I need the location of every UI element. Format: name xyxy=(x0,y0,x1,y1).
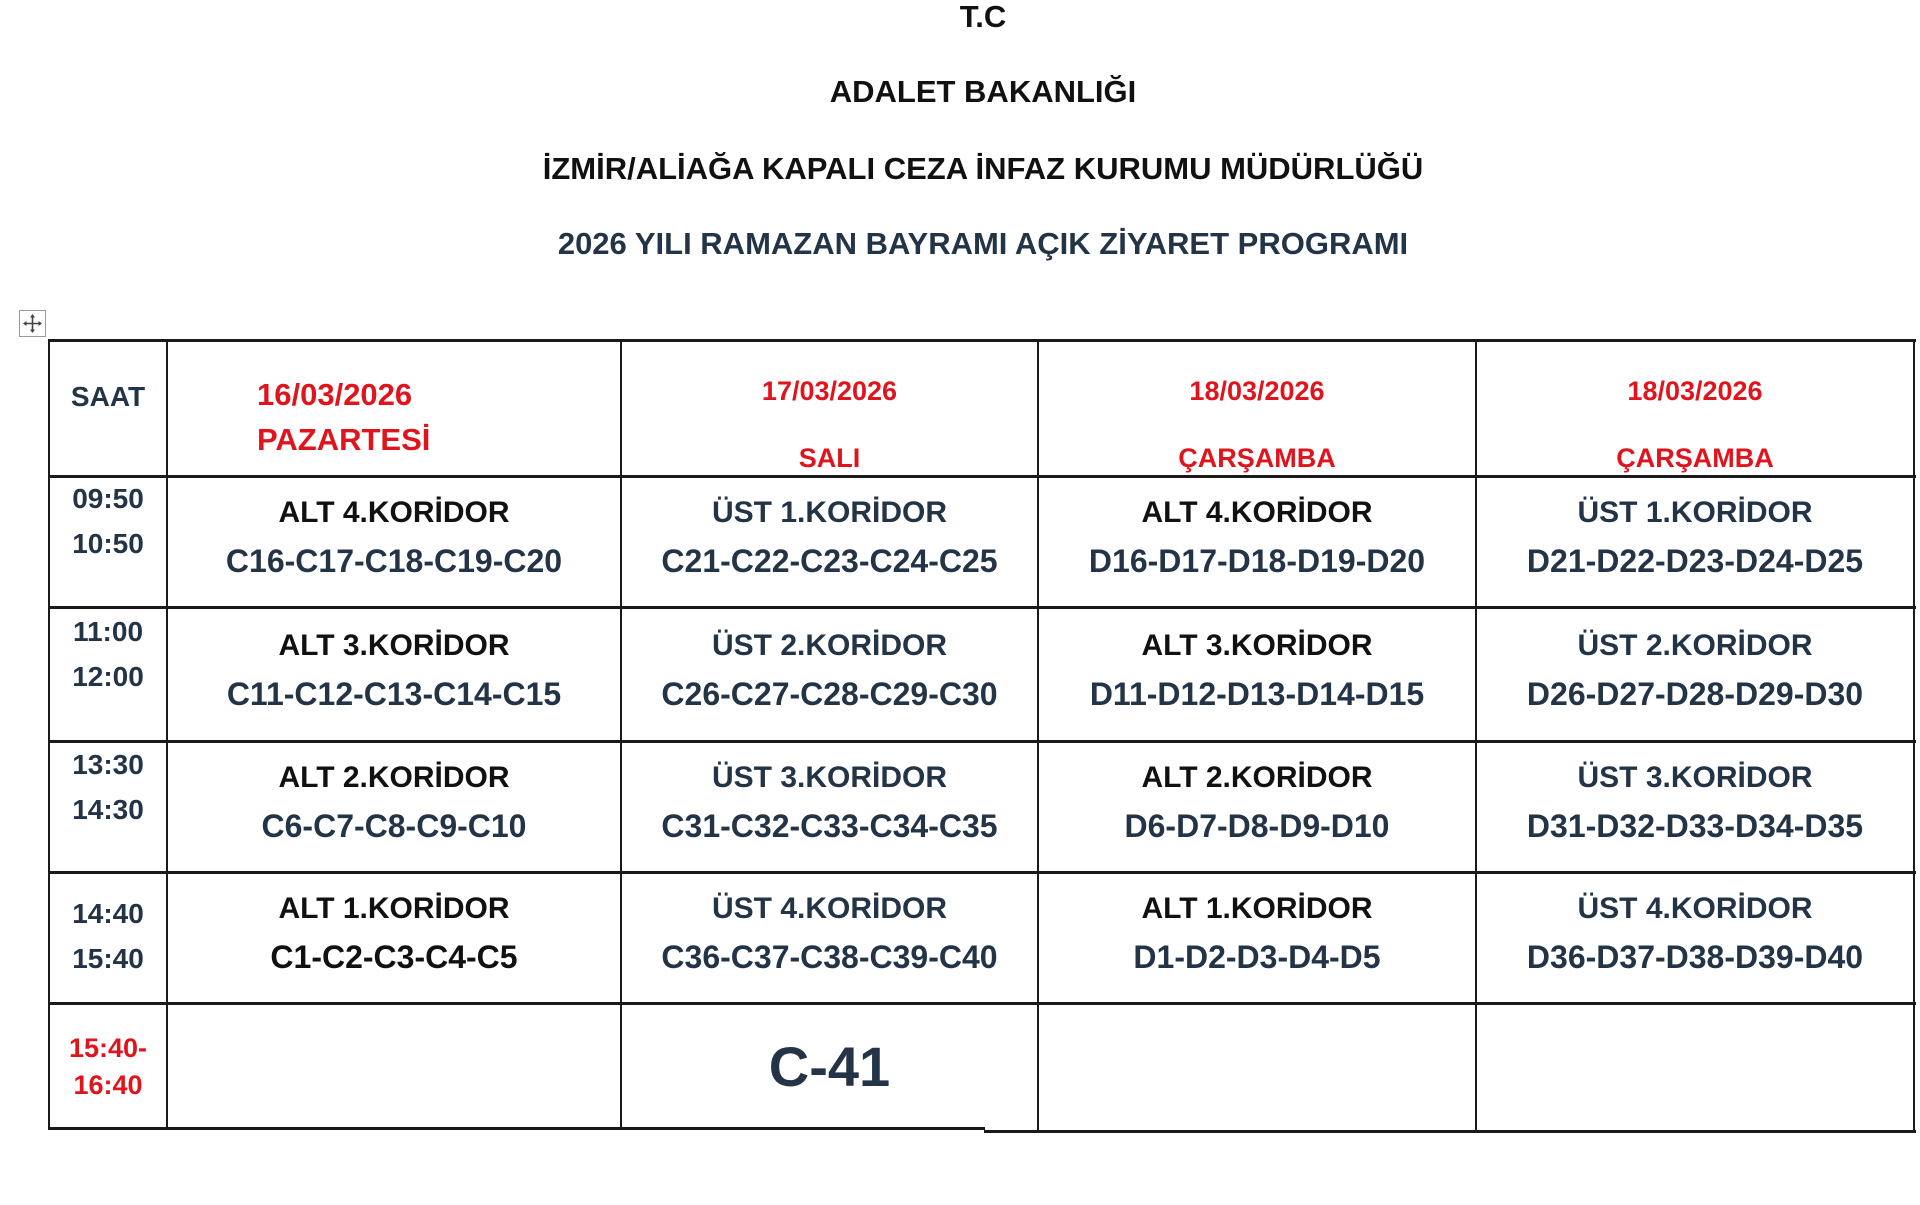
schedule-cell-empty xyxy=(1038,1003,1476,1129)
schedule-cell xyxy=(1476,607,1914,741)
schedule-cell xyxy=(167,872,621,1003)
schedule-cell xyxy=(167,741,621,872)
corridor-label: ÜST 2.KORİDOR xyxy=(1577,629,1813,662)
header-day: ÇARŞAMBA xyxy=(1178,443,1336,473)
corridor-label: ÜST 2.KORİDOR xyxy=(711,629,948,662)
corridor-label: ALT 4.KORİDOR xyxy=(278,496,510,529)
cell-codes: C1-C2-C3-C4-C5 xyxy=(270,939,518,975)
schedule-cell xyxy=(621,872,1038,1003)
cell-codes: C36-C37-C38-C39-C40 xyxy=(661,939,998,975)
heading-ministry: ADALET BAKANLIĞI xyxy=(829,74,1137,109)
cell-codes: D21-D22-D23-D24-D25 xyxy=(1526,543,1864,579)
corridor-label: ALT 2.KORİDOR xyxy=(1141,761,1373,794)
schedule-cell xyxy=(1038,741,1476,872)
time-cell xyxy=(49,476,167,607)
time-start: 15:40- xyxy=(68,1033,148,1063)
heading-tc: T.C xyxy=(959,0,1007,34)
schedule-cell xyxy=(621,607,1038,741)
corridor-label: ÜST 3.KORİDOR xyxy=(1577,761,1813,794)
cell-codes: C21-C22-C23-C24-C25 xyxy=(661,543,998,579)
header-date: 18/03/2026 xyxy=(1189,376,1325,406)
corridor-label: ÜST 1.KORİDOR xyxy=(1577,496,1813,529)
schedule-cell xyxy=(621,476,1038,607)
time-end: 16:40 xyxy=(73,1070,143,1100)
page-title: 2026 YILI RAMAZAN BAYRAMI AÇIK ZİYARET PROGRAMI xyxy=(557,226,1409,261)
schedule-cell xyxy=(167,476,621,607)
corridor-label: ALT 2.KORİDOR xyxy=(278,761,510,794)
header-cell-day-1 xyxy=(167,340,621,476)
time-end: 14:30 xyxy=(72,794,144,825)
table-border-bottom xyxy=(984,1130,1916,1133)
time-start: 13:30 xyxy=(72,749,144,780)
corridor-label: ALT 3.KORİDOR xyxy=(278,629,510,662)
header-day: PAZARTESİ xyxy=(257,422,431,457)
cell-codes: D1-D2-D3-D4-D5 xyxy=(1133,939,1381,975)
schedule-cell xyxy=(1038,476,1476,607)
schedule-cell-empty xyxy=(1476,1003,1914,1129)
corridor-label: ÜST 4.KORİDOR xyxy=(1577,892,1813,925)
header-day: ÇARŞAMBA xyxy=(1616,443,1774,473)
corridor-label: ALT 4.KORİDOR xyxy=(1141,496,1373,529)
cell-codes: D31-D32-D33-D34-D35 xyxy=(1526,808,1864,844)
schedule-cell xyxy=(1476,872,1914,1003)
header-date: 16/03/2026 xyxy=(257,377,413,412)
header-date: 18/03/2026 xyxy=(1627,376,1763,406)
cell-codes: D36-D37-D38-D39-D40 xyxy=(1526,939,1864,975)
cell-codes: D16-D17-D18-D19-D20 xyxy=(1088,543,1426,579)
time-end: 12:00 xyxy=(72,661,144,692)
header-date: 17/03/2026 xyxy=(761,376,898,406)
time-start: 14:40 xyxy=(72,898,144,929)
schedule-cell-empty xyxy=(167,1003,621,1129)
special-cell-code: C-41 xyxy=(768,1035,891,1098)
schedule-cell xyxy=(1038,872,1476,1003)
time-cell xyxy=(49,741,167,872)
schedule-cell xyxy=(1476,476,1914,607)
time-cell xyxy=(49,1003,167,1129)
cell-codes: C16-C17-C18-C19-C20 xyxy=(225,543,563,579)
schedule-cell xyxy=(1038,607,1476,741)
time-start: 11:00 xyxy=(72,616,144,647)
cell-codes: C26-C27-C28-C29-C30 xyxy=(661,676,998,712)
cell-codes: C31-C32-C33-C34-C35 xyxy=(661,808,998,844)
corridor-label: ALT 1.KORİDOR xyxy=(1141,892,1373,925)
cell-codes: D6-D7-D8-D9-D10 xyxy=(1124,808,1390,844)
heading-institution: İZMİR/ALİAĞA KAPALI CEZA İNFAZ KURUMU MÜDÜRLÜĞÜ xyxy=(542,151,1424,186)
header-cell-day-2 xyxy=(621,340,1038,476)
time-end: 10:50 xyxy=(72,528,144,559)
corridor-label: ÜST 3.KORİDOR xyxy=(711,761,948,794)
time-cell xyxy=(49,607,167,741)
header-cell-day-3 xyxy=(1038,340,1476,476)
header-day: SALI xyxy=(798,443,861,473)
schedule-cell-special xyxy=(621,1003,1038,1129)
cell-codes: D26-D27-D28-D29-D30 xyxy=(1526,676,1864,712)
schedule-cell xyxy=(621,741,1038,872)
corridor-label: ÜST 4.KORİDOR xyxy=(711,892,948,925)
cell-codes: C6-C7-C8-C9-C10 xyxy=(261,808,527,844)
corridor-label: ALT 1.KORİDOR xyxy=(278,892,510,925)
header-cell-time xyxy=(49,340,167,476)
cell-codes: D11-D12-D13-D14-D15 xyxy=(1089,676,1425,712)
corridor-label: ÜST 1.KORİDOR xyxy=(711,496,948,529)
header-time-label: SAAT xyxy=(70,381,146,412)
time-end: 15:40 xyxy=(72,943,144,974)
schedule-cell xyxy=(167,607,621,741)
header-cell-day-4 xyxy=(1476,340,1914,476)
schedule-cell xyxy=(1476,741,1914,872)
cell-codes: C11-C12-C13-C14-C15 xyxy=(226,676,562,712)
time-start: 09:50 xyxy=(72,483,144,514)
time-cell xyxy=(49,872,167,1003)
corridor-label: ALT 3.KORİDOR xyxy=(1141,629,1373,662)
